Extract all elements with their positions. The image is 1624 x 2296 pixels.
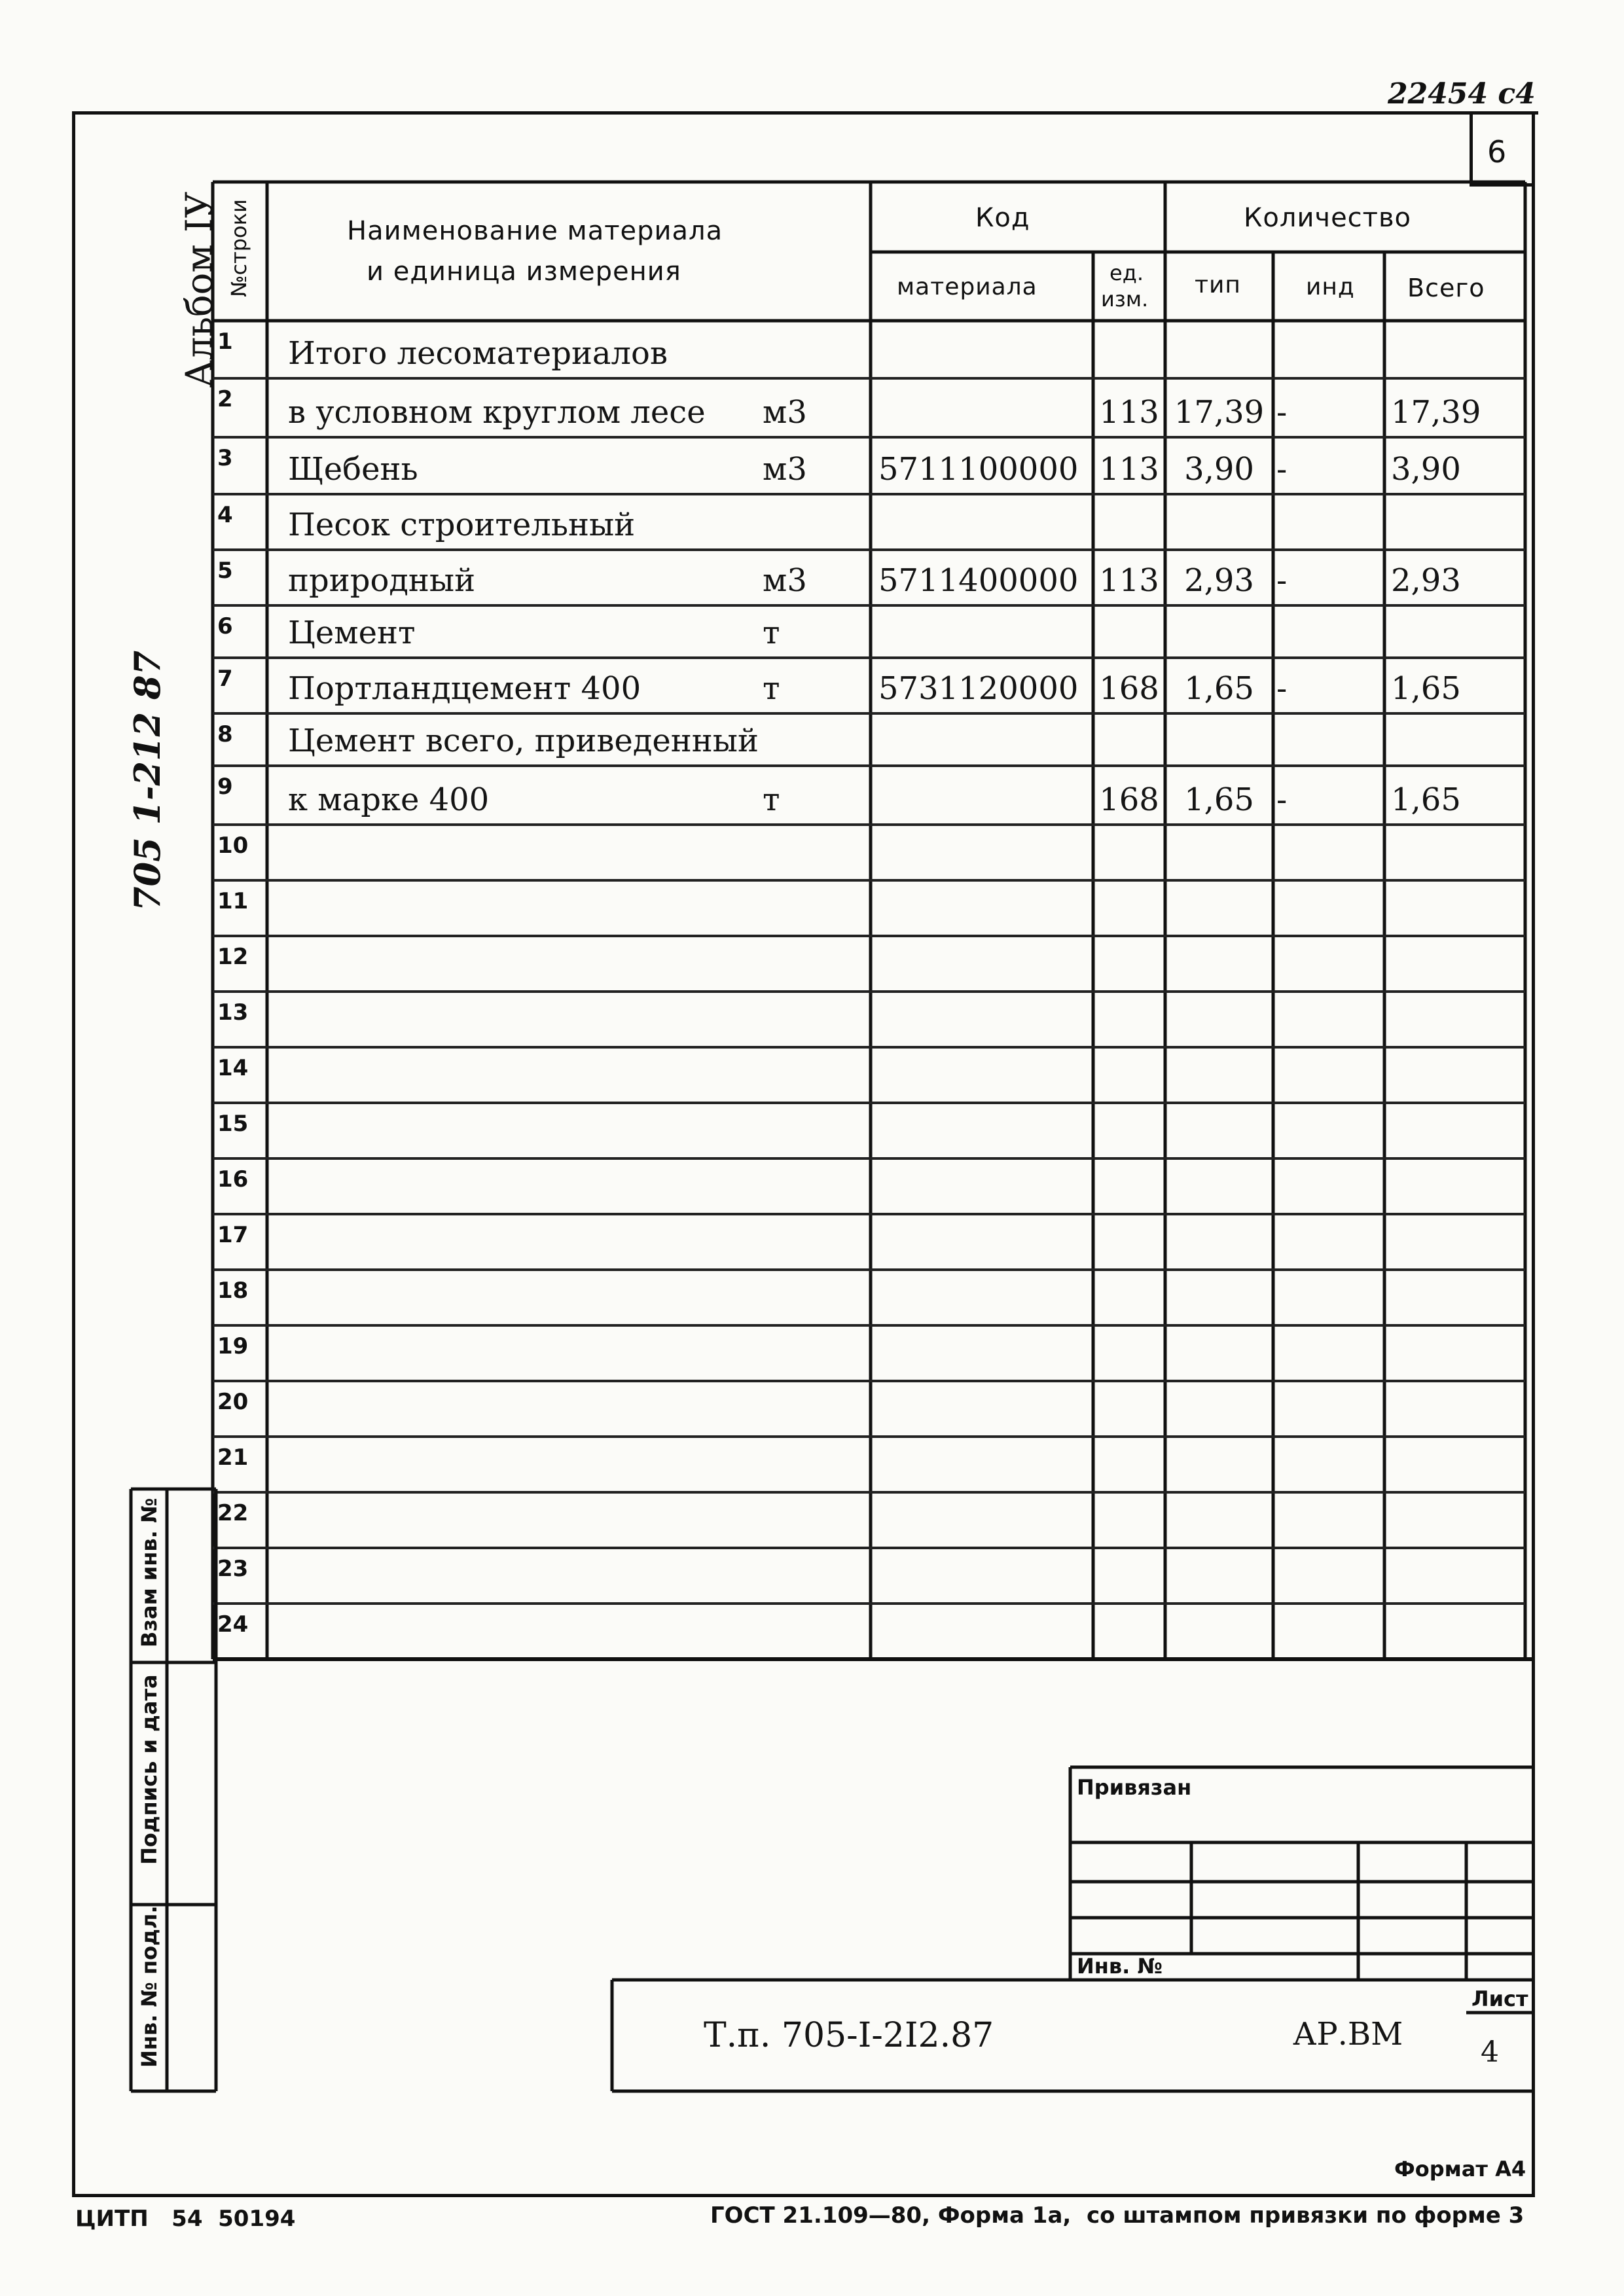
material-name: Цемент всего, приведенный [288,723,759,759]
qty-typ: 17,39 [1174,394,1265,431]
header-unit-line2: изм. [1101,287,1149,312]
qty-typ: 1,65 [1184,781,1254,818]
header-row-number: №строки [226,199,251,297]
row-number: 18 [217,1278,249,1304]
row-number: 22 [217,1500,249,1526]
qty-total: 1,65 [1391,670,1461,707]
album-label: Альбом IУ [178,191,221,388]
material-name: Портландцемент 400 [288,670,641,707]
material-name: природный [288,562,476,599]
unit-code: 113 [1099,451,1159,488]
unit-code: 168 [1099,781,1159,818]
row-number: 6 [217,613,233,639]
side-inv-podl-label: Инв. № подл. [137,1905,162,2068]
material-name: Цемент [288,615,416,651]
header-name-line2: и единица измерения [367,257,681,287]
row-number: 13 [217,999,249,1026]
unit: т [763,670,780,707]
qty-ind: - [1276,781,1288,818]
material-name: в условном круглом лесе [288,394,706,431]
unit-code: 113 [1099,562,1159,599]
qty-ind: - [1276,394,1288,431]
qty-ind: - [1276,451,1288,488]
material-name: Щебень [288,451,418,488]
qty-typ: 1,65 [1184,670,1254,707]
qty-typ: 2,93 [1184,562,1254,599]
row-number: 19 [217,1333,249,1359]
format-label: Формат А4 [1394,2157,1526,2181]
row-number: 8 [217,721,233,747]
header-quantity: Количество [1244,203,1412,233]
row-number: 14 [217,1055,249,1081]
row-number: 15 [217,1111,249,1137]
qty-total: 1,65 [1391,781,1461,818]
header-ind: инд [1306,274,1355,300]
inv-no-label: Инв. № [1077,1954,1163,1979]
document-designation: Т.п. 705-I-2I2.87 [704,2016,994,2055]
unit-code: 113 [1099,394,1159,431]
header-material: материала [897,274,1038,300]
row-number: 12 [217,944,249,970]
row-number: 1 [217,329,233,355]
row-number: 11 [217,888,249,914]
header-unit-line1: ед. [1110,260,1144,285]
unit: т [763,615,780,651]
header-code: Код [975,203,1030,233]
row-number: 9 [217,774,233,800]
material-name: Итого лесоматериалов [288,335,668,372]
material-name: Песок строительный [288,507,636,543]
material-name: к марке 400 [288,781,490,818]
unit: м3 [763,394,807,431]
sheet-number: 4 [1481,2036,1499,2069]
vertical-code: 705 1-212 87 [126,650,168,911]
qty-total: 17,39 [1391,394,1481,431]
row-number: 7 [217,666,233,692]
side-podpis-label: Подпись и дата [137,1674,162,1865]
header-typ: тип [1195,272,1241,298]
row-number: 17 [217,1222,249,1248]
row-number: 3 [217,445,233,471]
unit: т [763,781,780,818]
row-number: 5 [217,558,233,584]
row-number: 10 [217,833,249,859]
qty-ind: - [1276,670,1288,707]
row-number: 21 [217,1444,249,1471]
row-number: 4 [217,502,233,528]
material-code: 5711100000 [878,451,1079,488]
row-number: 23 [217,1556,249,1582]
archive-number: 22454 с4 [1388,77,1536,111]
row-number: 24 [217,1611,249,1638]
material-code: 5711400000 [878,562,1079,599]
unit-code: 168 [1099,670,1159,707]
header-total: Всего [1407,274,1485,302]
row-number: 20 [217,1389,249,1415]
footer-gost: ГОСТ 21.109—80, Форма 1а, со штампом привязки по форме 3 [710,2202,1525,2229]
corner-number: 6 [1487,134,1507,170]
side-vzam-label: Взам инв. № [137,1498,162,1647]
privyazan-label: Привязан [1077,1775,1192,1800]
row-number: 16 [217,1166,249,1193]
material-code: 5731120000 [878,670,1079,707]
qty-ind: - [1276,562,1288,599]
header-name-line1: Наименование материала [347,216,723,246]
qty-typ: 3,90 [1184,451,1254,488]
unit: м3 [763,451,807,488]
unit: м3 [763,562,807,599]
footer-left: ЦИТП 54 50194 [75,2206,296,2232]
sheet-label: Лист [1471,1986,1528,2011]
qty-total: 2,93 [1391,562,1461,599]
document-code: АР.ВМ [1293,2016,1403,2053]
qty-total: 3,90 [1391,451,1461,488]
row-number: 2 [217,386,233,412]
